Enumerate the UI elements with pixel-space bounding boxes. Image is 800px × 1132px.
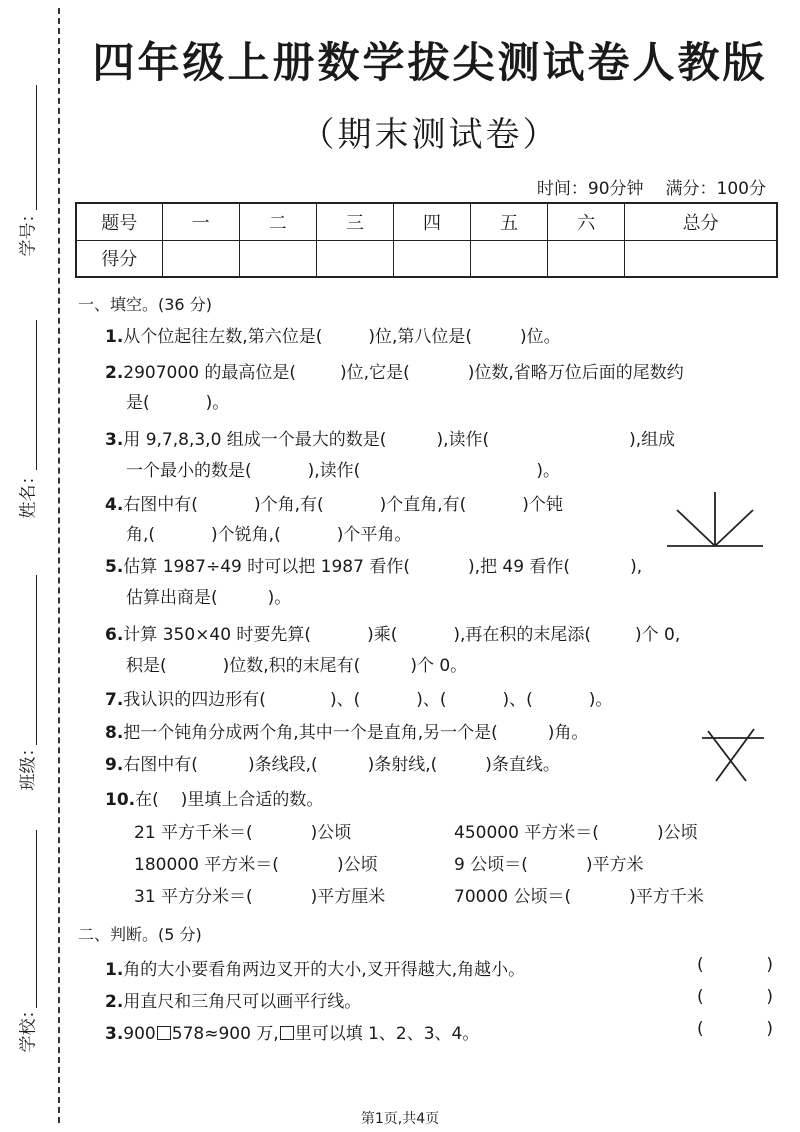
class-line[interactable]	[36, 575, 37, 745]
angles-figure	[665, 488, 765, 554]
question-text: )、(	[329, 690, 361, 710]
question-text: ),组成	[629, 430, 676, 450]
name-line[interactable]	[36, 320, 37, 470]
score-header-cell: 四	[393, 203, 470, 240]
crossing-line-b	[716, 729, 754, 781]
digit-box[interactable]	[280, 1026, 294, 1040]
question-text: )。	[205, 393, 230, 413]
school-label: 学校：	[18, 1001, 39, 1053]
question-text: 估算 1987÷49 时可以把 1987 看作(	[123, 557, 410, 577]
question-1-6-cont	[126, 651, 467, 676]
question-2-2	[105, 987, 361, 1012]
school-line[interactable]	[36, 830, 37, 1008]
question-text: )条射线,(	[367, 755, 438, 775]
question-text: )个钝	[522, 495, 563, 515]
question-number: 6.	[105, 625, 124, 645]
question-1-8	[105, 718, 588, 743]
question-text: )、(	[416, 690, 447, 710]
angle-right-ray	[715, 510, 753, 546]
question-text: 9 公顷＝(	[454, 855, 528, 875]
question-text: )公顷	[656, 823, 698, 843]
score-cell[interactable]	[548, 240, 625, 277]
question-text: )位数,省略万位后面的尾数约	[467, 363, 684, 383]
question-number: 10.	[105, 790, 136, 810]
question-text: 2907000 的最高位是(	[123, 363, 297, 383]
question-text: 70000 公顷＝(	[454, 887, 572, 907]
class-label: 班级：	[18, 739, 39, 791]
question-text: 用直尺和三角尺可以画平行线。	[123, 992, 362, 1012]
question-1-5	[105, 552, 642, 577]
question-text: 把一个钝角分成两个角,其中一个是直角,另一个是(	[123, 723, 498, 743]
question-text: 角的大小要看角两边叉开的大小,叉开得越大,角越小。	[123, 960, 526, 980]
conversion-item	[134, 882, 385, 907]
score-cell[interactable]	[239, 240, 316, 277]
question-text: ),把 49 看作(	[467, 557, 571, 577]
question-text: 是(	[126, 393, 150, 413]
score-table-header-row	[76, 203, 777, 240]
question-1-2	[105, 358, 684, 383]
question-text: )条直线。	[485, 755, 560, 775]
question-text: )个锐角,(	[211, 525, 281, 545]
question-2-1	[105, 955, 525, 980]
question-text: 从个位起往左数,第六位是(	[123, 327, 323, 347]
question-text: ),读作(	[436, 430, 490, 450]
question-text: )个角,有(	[253, 495, 324, 515]
question-text: 我认识的四边形有(	[123, 690, 266, 710]
question-text: )位数,积的末尾有(	[222, 656, 361, 676]
question-number: 4.	[105, 495, 124, 515]
conversion-item	[454, 882, 704, 907]
question-1-4	[105, 490, 563, 515]
conversion-item	[454, 850, 644, 875]
student-id-label: 学号：	[18, 205, 39, 257]
question-text: 在(	[135, 790, 159, 810]
digit-box[interactable]	[157, 1026, 171, 1040]
question-text: )平方米	[585, 855, 644, 875]
question-1-3	[105, 425, 675, 450]
question-text: )。	[588, 690, 613, 710]
question-text: 450000 平方米＝(	[454, 823, 599, 843]
section-fill-blank-title: 一、填空。(36 分)	[78, 295, 212, 314]
question-number: 5.	[105, 557, 124, 577]
paren-close: )	[766, 955, 773, 975]
question-number: 2.	[105, 992, 124, 1012]
score-table-score-row	[76, 240, 777, 277]
question-1-6	[105, 620, 680, 645]
question-text: )条线段,(	[247, 755, 318, 775]
score-header-cell: 五	[471, 203, 548, 240]
question-text: 用 9,7,8,3,0 组成一个最大的数是(	[123, 430, 387, 450]
score-header-cell: 题号	[76, 203, 162, 240]
paren-close: )	[766, 987, 773, 1007]
student-id-line[interactable]	[36, 85, 37, 210]
question-number: 1.	[105, 327, 124, 347]
question-text: )个直角,有(	[379, 495, 467, 515]
name-label: 姓名：	[18, 467, 39, 519]
question-text: )。	[267, 588, 292, 608]
question-number: 1.	[105, 960, 124, 980]
question-text: )公顷	[336, 855, 378, 875]
question-1-2-cont	[126, 388, 229, 413]
question-text: )。	[536, 461, 560, 481]
judgement-answer-box[interactable]	[697, 955, 773, 975]
question-1-5-cont	[126, 583, 291, 608]
question-text: 578≈900 万,	[171, 1024, 279, 1044]
question-text: 右图中有(	[123, 495, 198, 515]
question-text: 900	[123, 1024, 156, 1044]
page-title: 四年级上册数学拔尖测试卷人教版	[92, 38, 768, 87]
angle-left-ray	[677, 510, 715, 546]
question-text: )位。	[520, 327, 561, 347]
score-cell[interactable]	[471, 240, 548, 277]
question-text: 估算出商是(	[126, 588, 218, 608]
conversion-item	[454, 818, 698, 843]
conversion-item	[134, 850, 378, 875]
question-text: )个平角。	[336, 525, 412, 545]
score-cell[interactable]	[162, 240, 239, 277]
question-1-1	[105, 322, 561, 347]
paren-close: )	[766, 1019, 773, 1039]
score-row-label: 得分	[76, 240, 162, 277]
page-subtitle: （期末测试卷）	[300, 115, 560, 155]
question-text: 180000 平方米＝(	[134, 855, 279, 875]
score-cell[interactable]	[316, 240, 393, 277]
question-1-3-cont	[126, 456, 560, 481]
question-number: 2.	[105, 363, 124, 383]
exam-full-score: 满分：100分	[665, 179, 766, 199]
question-text: 积是(	[126, 656, 167, 676]
question-text: ),	[630, 557, 643, 577]
question-text: 角,(	[126, 525, 156, 545]
question-2-3	[105, 1019, 479, 1044]
score-cell[interactable]	[393, 240, 470, 277]
question-text: )乘(	[367, 625, 398, 645]
question-text: )、(	[502, 690, 533, 710]
score-header-cell: 三	[316, 203, 393, 240]
question-text: ),读作(	[307, 461, 361, 481]
paren-open: (	[697, 1019, 704, 1039]
section-true-false-title: 二、判断。(5 分)	[78, 925, 202, 944]
score-cell[interactable]	[625, 240, 777, 277]
question-1-7	[105, 685, 612, 710]
exam-meta	[537, 174, 766, 199]
judgement-answer-box[interactable]	[697, 1019, 773, 1039]
question-text: )位,第八位是(	[368, 327, 473, 347]
question-text: 一个最小的数是(	[126, 461, 252, 481]
paren-open: (	[697, 955, 704, 975]
question-text: 21 平方千米＝(	[134, 823, 253, 843]
score-header-cell: 二	[239, 203, 316, 240]
question-1-4-cont	[126, 520, 411, 545]
question-text: )位,它是(	[340, 363, 410, 383]
question-number: 9.	[105, 755, 124, 775]
question-number: 3.	[105, 430, 124, 450]
question-1-9	[105, 750, 560, 775]
question-number: 7.	[105, 690, 124, 710]
question-number: 3.	[105, 1024, 124, 1044]
score-header-cell: 六	[548, 203, 625, 240]
question-text: 31 平方分米＝(	[134, 887, 253, 907]
lines-figure	[700, 725, 766, 783]
question-text: )里填上合适的数。	[180, 790, 324, 810]
question-text: 计算 350×40 时要先算(	[123, 625, 312, 645]
conversion-item	[134, 818, 351, 843]
score-table	[75, 202, 778, 278]
paren-open: (	[697, 987, 704, 1007]
question-text: 右图中有(	[123, 755, 198, 775]
question-text: )公顷	[310, 823, 352, 843]
score-header-cell: 总分	[625, 203, 777, 240]
question-1-10	[105, 785, 323, 810]
question-text: )平方厘米	[310, 887, 386, 907]
question-text: ),再在积的末尾添(	[453, 625, 591, 645]
page-footer: 第1页,共4页	[360, 1111, 440, 1127]
question-text: )个 0。	[410, 656, 468, 676]
question-number: 8.	[105, 723, 124, 743]
question-text: )个 0,	[635, 625, 681, 645]
binding-dashed-line	[58, 8, 60, 1123]
question-text: )角。	[547, 723, 589, 743]
judgement-answer-box[interactable]	[697, 987, 773, 1007]
score-header-cell: 一	[162, 203, 239, 240]
exam-time: 时间：90分钟	[536, 179, 644, 199]
question-text: 里可以填 1、2、3、4。	[294, 1024, 480, 1044]
question-text: )平方千米	[629, 887, 704, 907]
